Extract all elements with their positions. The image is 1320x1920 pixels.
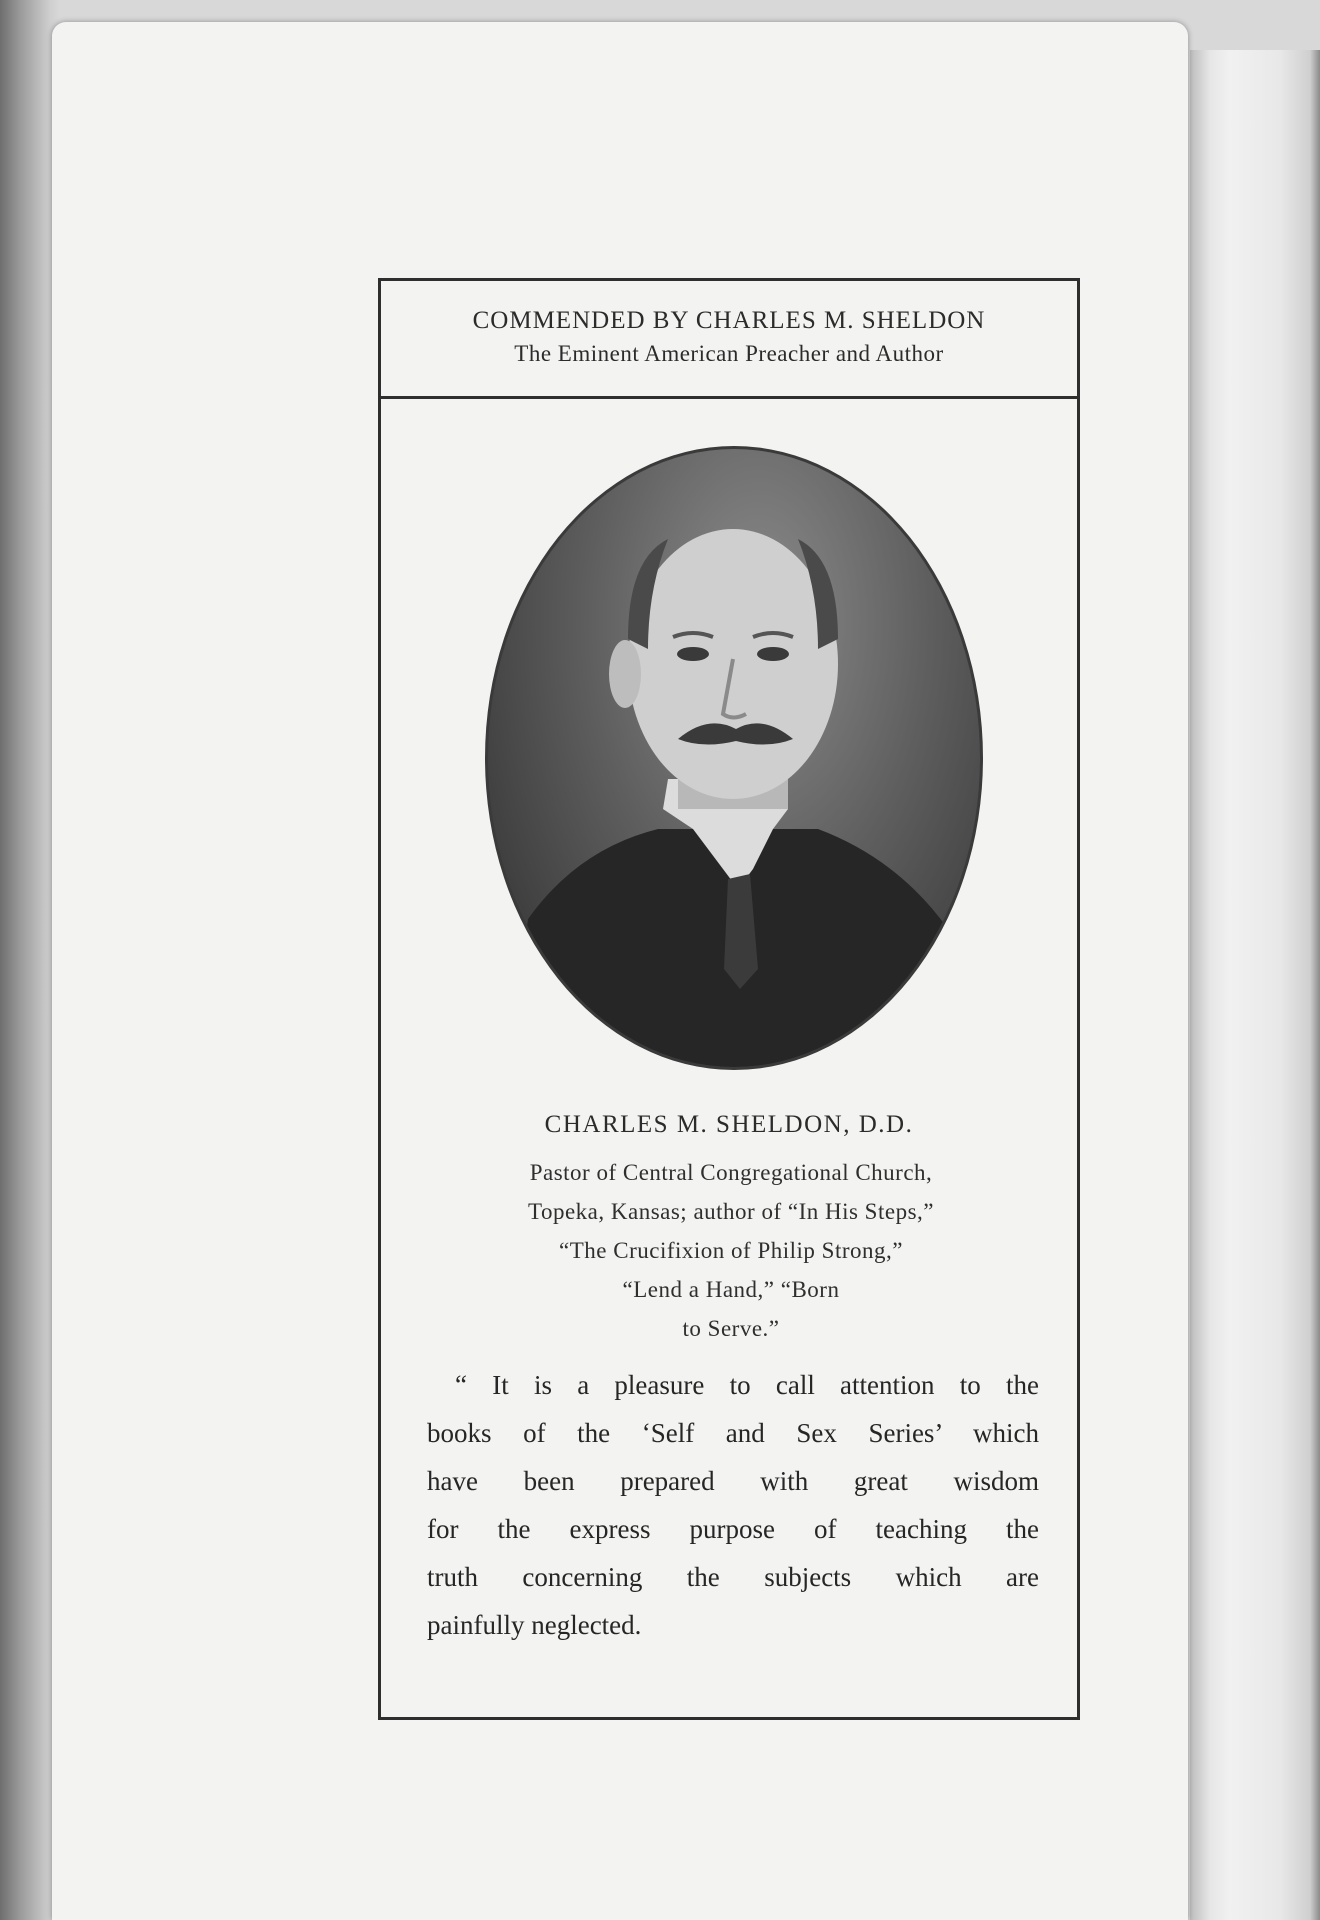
book-page [52, 22, 1188, 1920]
quote-line: books of the ‘Self and Sex Series’ which [427, 1418, 1039, 1448]
description-line: Topeka, Kansas; author of “In His Steps,” [528, 1199, 934, 1224]
author-name: CHARLES M. SHELDON, D.D. [544, 1111, 914, 1138]
quote-line: for the express purpose of teaching the [427, 1514, 1039, 1544]
description-line: “The Crucifixion of Philip Strong,” [559, 1238, 903, 1263]
quote-line: truth concerning the subjects which are [427, 1562, 1039, 1592]
quote-line: painfully neglected. [427, 1610, 642, 1640]
header-box [381, 281, 1077, 399]
quote-line: have been prepared with great wisdom [427, 1466, 1039, 1496]
portrait-photo [485, 446, 983, 1070]
description-line: to Serve.” [682, 1316, 780, 1341]
header-subtitle: The Eminent American Preacher and Author [514, 341, 944, 366]
author-description [411, 1153, 1051, 1348]
description-line: Pastor of Central Congregational Church, [529, 1160, 933, 1185]
page-edge [1190, 50, 1320, 1920]
quote-line: “ It is a pleasure to call attention to the [455, 1370, 1039, 1400]
description-line: “Lend a Hand,” “Born [622, 1277, 840, 1302]
bordered-frame [378, 278, 1080, 1720]
endorsement-quote [427, 1361, 1039, 1649]
portrait-illustration [488, 449, 980, 1067]
header-title: COMMENDED BY CHARLES M. SHELDON [472, 307, 986, 334]
